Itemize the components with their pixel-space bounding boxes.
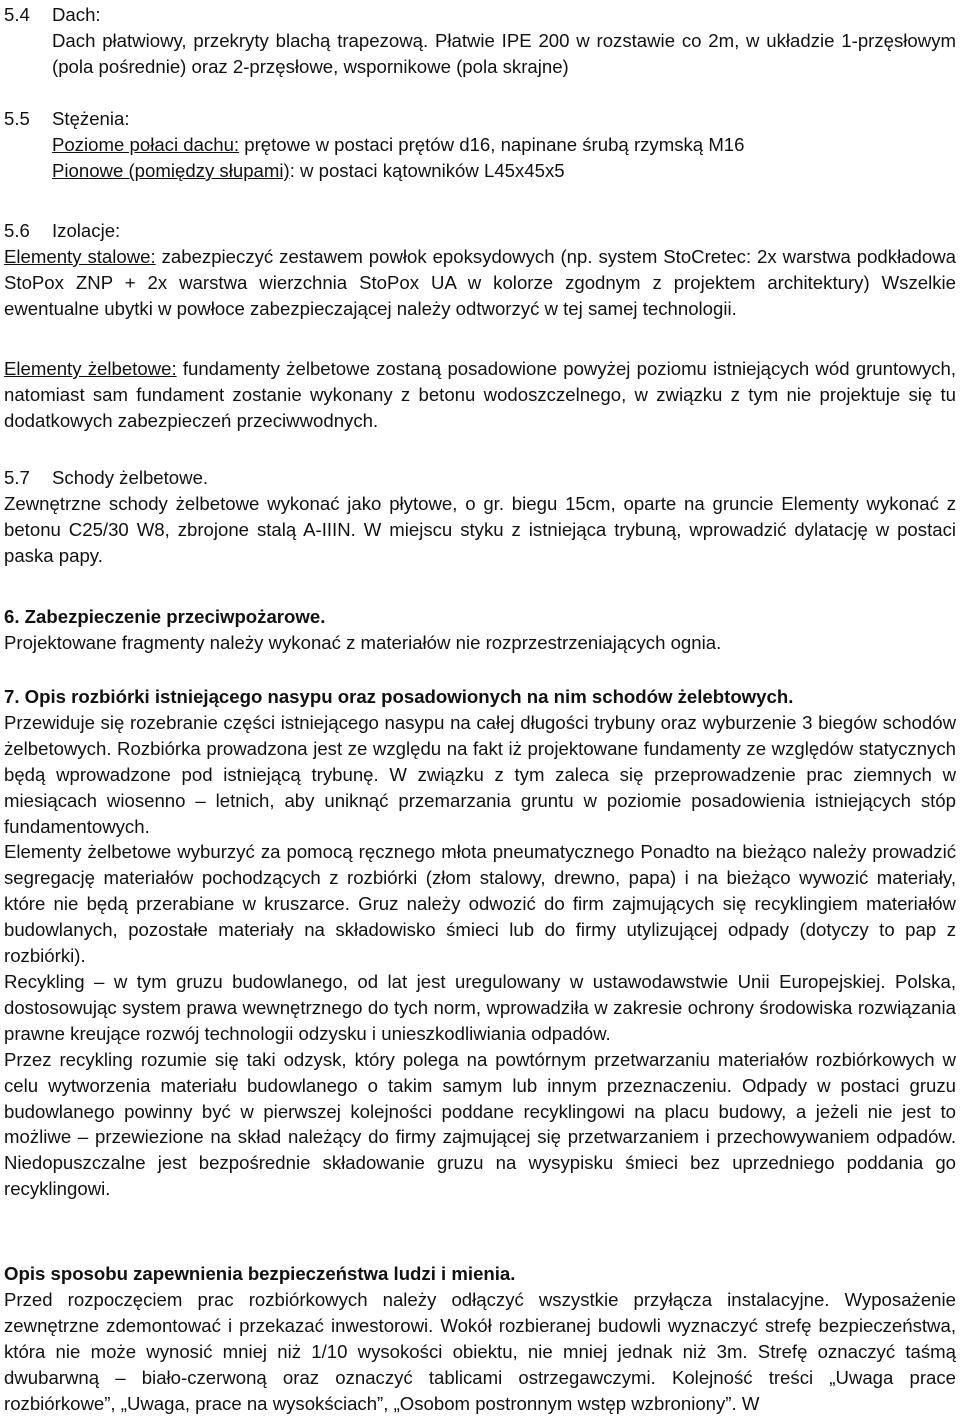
section-number: 5.5	[4, 108, 30, 129]
bracing-vertical-label: Pionowe (pomiędzy słupami)	[52, 159, 290, 181]
section-safety	[4, 1261, 956, 1416]
section-7	[4, 684, 956, 1202]
section-title: 7. Opis rozbiórki istniejącego nasypu oraz posadowionych na nim schodów żelebtowych.	[4, 686, 794, 707]
concrete-label: Elementy żelbetowe:	[4, 358, 177, 379]
steel-label: Elementy stalowe:	[4, 245, 156, 267]
paragraph: Przez recykling rozumie się taki odzysk, który polega na powtórnym przetwarzaniu materiałów rozbiórkowych w celu wytworzenia materiału budowlanego o takim samym lub innym przeznaczeniu. Odpady w postaci gruzu budowlanego powinny być w pierwszej kolejności poddane recyklingowi na placu budowy, a jeżeli nie jest to możliwe – przewiezione na skład należący do firmy zajmującej się przetwarzaniem i przechowywaniem odpadów. Niedopuszczalne jest bezpośrednie składowanie gruzu na wysypisku śmieci bez uprzedniego poddania go recyklingowi.	[4, 1048, 956, 1200]
section-title: Stężenia:	[52, 108, 130, 129]
bracing-horizontal-label: Poziome połaci dachu:	[52, 133, 240, 155]
section-body: Dach płatwiowy, przekryty blachą trapezową. Płatwie IPE 200 w rozstawie co 2m, w układzie 1-przęsłowym (pola pośrednie) oraz 2-przęsłowe, wspornikowe (pola skrajne)	[52, 29, 956, 77]
section-body: Projektowane fragmenty należy wykonać z materiałów nie rozprzestrzeniających ognia.	[4, 631, 722, 653]
section-body: Przed rozpoczęciem prac rozbiórkowych należy odłączyć wszystkie przyłącza instalacyjne. Wyposażenie zewnętrzne zdemontować i przekazać inwestorowi. Wokół rozbieranej budowli wyznaczyć strefę bezpieczeństwa, która nie może wynosić mniej niż 1/10 wysokości obiektu, nie mniej jednak niż 3m. Strefę oznaczyć taśmą dwubarwną – biało-czerwoną oraz oznaczyć tablicami ostrzegawczymi. Kolejność treści „Uwaga prace rozbiórkowe”, „Uwaga, prace na wysokściach”, „Osobom postronnym wstęp wzbroniony”. W	[4, 1288, 956, 1414]
section-title: Izolacje:	[52, 220, 121, 241]
steel-insulation	[4, 244, 956, 322]
section-5-5	[4, 106, 956, 184]
bracing-vertical	[4, 158, 956, 184]
paragraph: Elementy żelbetowe wyburzyć za pomocą ręcznego młota pneumatycznego Ponadto na bieżąco należy prowadzić segregację materiałów pochodzących z rozbiórki (złom stalowy, drewno, papa) i na bieżąco wywozić materiały, które nie będą przerabiane w kruszarce. Gruz należy odwozić do firm zajmujących się recyklingiem materiałów budowlanych, pozostałe materiały na składowisko śmieci lub do firmy utylizującej odpady (dotyczy to pap z rozbiórki).	[4, 841, 956, 967]
bracing-vertical-text: : w postaci kątowników L45x45x5	[289, 159, 565, 181]
concrete-text: fundamenty żelbetowe zostaną posadowione powyżej poziomu istniejących wód gruntowych, natomiast sam fundament zostanie wykonany z betonu wodoszczelnego, w związku z tym nie projektuje się tu dodatkowych zabezpieczeń przeciwwodnych.	[4, 358, 956, 431]
paragraph: Recykling – w tym gruzu budowlanego, od lat jest uregulowany w ustawodawstwie Unii Europejskiej. Polska, dostosowując system prawa wewnętrznego do tych norm, wprowadziła w zakresie ochrony środowiska rozwiązania prawne kreujące rozwój technologii odzysku i unieszkodliwiania odpadów.	[4, 970, 956, 1044]
concrete-insulation	[4, 356, 956, 434]
steel-text: zabezpieczyć zestawem powłok epoksydowych (np. system StoCretec: 2x warstwa podkładowa StoPox ZNP + 2x warstwa wierzchnia StoPox UA w kolorze zgodnym z projektem architektury) Wszelkie ewentualne ubytki w powłoce zabezpieczającej należy odtworzyć w tej samej technologii.	[4, 245, 956, 319]
section-title: Opis sposobu zapewnienia bezpieczeństwa ludzi i mienia.	[4, 1263, 516, 1284]
section-number: 5.4	[4, 4, 30, 25]
section-6	[4, 604, 956, 656]
bracing-horizontal-text: prętowe w postaci prętów d16, napinane śrubą rzymską M16	[239, 133, 745, 155]
section-body: Zewnętrzne schody żelbetowe wykonać jako płytowe, o gr. biegu 15cm, oparte na gruncie Elementy wykonać z betonu C25/30 W8, zbrojone stalą A-IIIN. W miejscu styku z istniejąca trybuną, wprowadzić dylatację w postaci paska papy.	[4, 492, 956, 566]
section-title: Dach:	[52, 4, 101, 25]
section-5-4	[4, 2, 956, 80]
section-title: 6. Zabezpieczenie przeciwpożarowe.	[4, 606, 326, 627]
concrete-insulation-block	[4, 356, 956, 434]
section-number: 5.6	[4, 220, 30, 241]
section-5-7	[4, 465, 956, 569]
bracing-horizontal	[4, 132, 956, 158]
paragraph: Przewiduje się rozebranie części istniejącego nasypu na całej długości trybuny oraz wyburzenie 3 biegów schodów żelbetowych. Rozbiórka prowadzona jest ze względu na fakt iż projektowane fundamenty ze względów statycznych będą wprowadzone pod istniejącą trybunę. W związku z tym zaleca się przeprowadzenie prac ziemnych w miesiącach wiosenno – letnich, aby uniknąć przemarzania gruntu w poziomie posadowienia istniejących stóp fundamentowych.	[4, 711, 956, 837]
section-number: 5.7	[4, 467, 30, 488]
section-title: Schody żelbetowe.	[52, 467, 209, 488]
section-5-6	[4, 218, 956, 322]
